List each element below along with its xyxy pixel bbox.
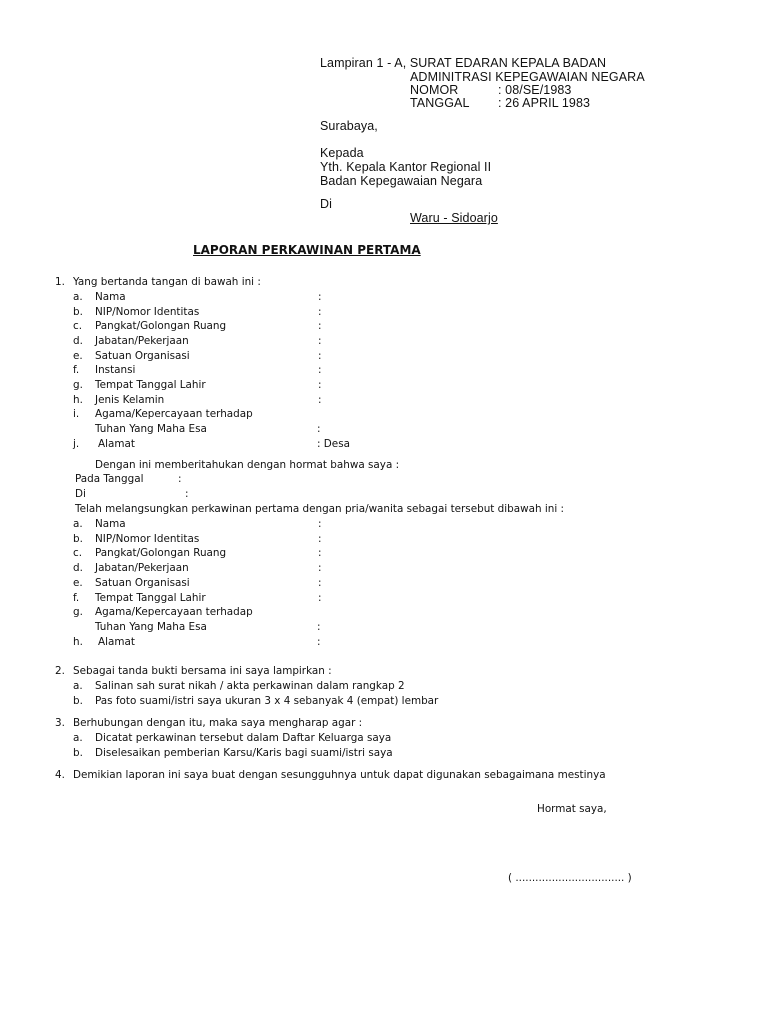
item-marker: a. bbox=[73, 732, 83, 744]
field-label: Instansi bbox=[95, 364, 136, 377]
field-label: NIP/Nomor Identitas bbox=[95, 532, 200, 545]
field-row bbox=[0, 319, 768, 334]
section-1-heading bbox=[0, 275, 768, 290]
field-row bbox=[0, 561, 768, 576]
field-colon: : bbox=[318, 547, 322, 560]
item-text: Pas foto suami/istri saya ukuran 3 x 4 sebanyak 4 (empat) lembar bbox=[95, 695, 439, 707]
field-row bbox=[0, 620, 768, 635]
field-row bbox=[0, 378, 768, 393]
field-row bbox=[0, 591, 768, 606]
pada-tanggal-colon: : bbox=[178, 473, 182, 485]
field-marker: d. bbox=[73, 562, 83, 575]
field-colon: : bbox=[317, 422, 321, 435]
field-colon: : bbox=[318, 334, 322, 347]
notify-text: Dengan ini memberitahukan dengan hormat bahwa saya : bbox=[95, 459, 400, 471]
field-marker: c. bbox=[73, 547, 83, 560]
pada-tanggal-label: Pada Tanggal bbox=[75, 473, 144, 485]
field-label: Jabatan/Pekerjaan bbox=[95, 334, 189, 347]
field-label: Satuan Organisasi bbox=[95, 349, 190, 362]
field-label: Satuan Organisasi bbox=[95, 576, 190, 589]
field-marker: e. bbox=[73, 576, 83, 589]
field-marker: f. bbox=[73, 364, 80, 377]
field-row bbox=[0, 576, 768, 591]
section-number: 2. bbox=[55, 665, 65, 677]
section-number: 3. bbox=[55, 717, 65, 729]
item-text: Diselesaikan pemberian Karsu/Karis bagi suami/istri saya bbox=[95, 747, 393, 759]
item-text: Salinan sah surat nikah / akta perkawinan dalam rangkap 2 bbox=[95, 680, 405, 692]
field-label: Pangkat/Golongan Ruang bbox=[95, 547, 227, 560]
field-marker: h. bbox=[73, 635, 83, 648]
address-place: Waru - Sidoarjo bbox=[410, 211, 498, 225]
field-marker: a. bbox=[73, 518, 83, 530]
section-3-item-a bbox=[0, 731, 768, 746]
field-row bbox=[0, 605, 768, 620]
field-label: Alamat bbox=[98, 437, 135, 450]
field-label: Jenis Kelamin bbox=[95, 393, 165, 406]
field-marker: a. bbox=[73, 291, 83, 303]
kepada: Kepada bbox=[320, 146, 364, 160]
field-label: Nama bbox=[95, 291, 126, 303]
section-2-item-b bbox=[0, 694, 768, 709]
address-di: Di bbox=[320, 197, 333, 211]
field-row bbox=[0, 349, 768, 364]
nomor-label: NOMOR bbox=[410, 83, 459, 97]
field-marker: e. bbox=[73, 349, 83, 362]
field-row bbox=[0, 363, 768, 378]
field-label: Nama bbox=[95, 518, 126, 530]
field-marker: b. bbox=[73, 532, 83, 545]
field-label: Tempat Tanggal Lahir bbox=[95, 378, 206, 391]
field-colon: : bbox=[318, 562, 322, 575]
field-row bbox=[0, 290, 768, 305]
header-line-1: Lampiran 1 - A, SURAT EDARAN KEPALA BADAN bbox=[320, 56, 607, 70]
field-colon: : bbox=[318, 364, 322, 377]
header-nomor bbox=[410, 83, 571, 97]
field-row bbox=[0, 517, 768, 532]
field-colon: : bbox=[318, 378, 322, 391]
item-marker: a. bbox=[73, 680, 83, 692]
field-colon: : bbox=[318, 320, 322, 333]
section-number: 1. bbox=[55, 276, 65, 288]
field-marker: j. bbox=[73, 437, 80, 450]
section-3-heading bbox=[0, 716, 768, 731]
field-marker: g. bbox=[73, 606, 83, 619]
section-heading-text: Sebagai tanda bukti bersama ini saya lampirkan : bbox=[73, 665, 332, 677]
field-colon: : bbox=[318, 518, 322, 530]
recipient-line-2: Badan Kepegawaian Negara bbox=[320, 174, 483, 188]
di-colon: : bbox=[185, 488, 189, 500]
field-label: Agama/Kepercayaan terhadap bbox=[95, 606, 253, 619]
field-colon: : bbox=[317, 635, 321, 648]
field-row bbox=[0, 334, 768, 349]
field-colon: : bbox=[318, 591, 322, 604]
field-label: Tempat Tanggal Lahir bbox=[95, 591, 206, 604]
field-colon: : bbox=[318, 349, 322, 362]
nomor-value: : 08/SE/1983 bbox=[498, 83, 572, 97]
telah-text: Telah melangsungkan perkawinan pertama dengan pria/wanita sebagai tersebut dibawah ini : bbox=[75, 503, 565, 515]
signature-name-line: ( ................................. ) bbox=[508, 872, 632, 884]
field-row bbox=[0, 305, 768, 320]
field-row bbox=[0, 422, 768, 437]
field-label: Jabatan/Pekerjaan bbox=[95, 562, 189, 575]
field-marker: b. bbox=[73, 305, 83, 318]
section-heading-text: Yang bertanda tangan di bawah ini : bbox=[73, 276, 261, 288]
field-row bbox=[0, 437, 768, 452]
field-row bbox=[0, 546, 768, 561]
header-line-2: ADMINITRASI KEPEGAWAIAN NEGARA bbox=[410, 70, 645, 84]
field-marker: g. bbox=[73, 378, 83, 391]
di-label: Di bbox=[75, 488, 86, 500]
field-label: Tuhan Yang Maha Esa bbox=[95, 620, 207, 633]
recipient-line-1: Yth. Kepala Kantor Regional II bbox=[320, 160, 492, 174]
section-4 bbox=[0, 768, 768, 783]
section-text: Demikian laporan ini saya buat dengan sesungguhnya untuk dapat digunakan sebagaimana mestinya bbox=[73, 769, 606, 781]
field-row bbox=[0, 393, 768, 408]
section-2-item-a bbox=[0, 679, 768, 694]
closing-text: Hormat saya, bbox=[537, 803, 607, 815]
field-colon: : bbox=[317, 620, 321, 633]
section-3-item-b bbox=[0, 746, 768, 761]
field-colon: : bbox=[318, 532, 322, 545]
field-label: Tuhan Yang Maha Esa bbox=[95, 422, 207, 435]
field-marker: f. bbox=[73, 591, 80, 604]
field-colon: : bbox=[318, 393, 322, 406]
field-label: Alamat bbox=[98, 635, 135, 648]
field-label: NIP/Nomor Identitas bbox=[95, 305, 200, 318]
field-colon: : Desa bbox=[317, 437, 350, 450]
section-2-heading bbox=[0, 664, 768, 679]
field-marker: c. bbox=[73, 320, 83, 333]
section-heading-text: Berhubungan dengan itu, maka saya mengharap agar : bbox=[73, 717, 363, 729]
field-marker: d. bbox=[73, 334, 83, 347]
field-marker: i. bbox=[73, 408, 80, 421]
field-row bbox=[0, 407, 768, 422]
field-colon: : bbox=[318, 305, 322, 318]
city: Surabaya, bbox=[320, 119, 378, 133]
tanggal-label: TANGGAL bbox=[410, 96, 470, 110]
item-marker: b. bbox=[73, 747, 83, 759]
field-colon: : bbox=[318, 291, 322, 303]
field-label: Agama/Kepercayaan terhadap bbox=[95, 408, 253, 421]
field-colon: : bbox=[318, 576, 322, 589]
section-number: 4. bbox=[55, 769, 65, 781]
item-text: Dicatat perkawinan tersebut dalam Daftar Keluarga saya bbox=[95, 732, 392, 744]
tanggal-value: : 26 APRIL 1983 bbox=[498, 96, 591, 110]
field-marker: h. bbox=[73, 393, 83, 406]
field-row bbox=[0, 532, 768, 547]
field-row bbox=[0, 635, 768, 650]
field-label: Pangkat/Golongan Ruang bbox=[95, 320, 227, 333]
header-tanggal bbox=[410, 96, 590, 110]
document-title: LAPORAN PERKAWINAN PERTAMA bbox=[193, 243, 421, 257]
item-marker: b. bbox=[73, 695, 83, 707]
